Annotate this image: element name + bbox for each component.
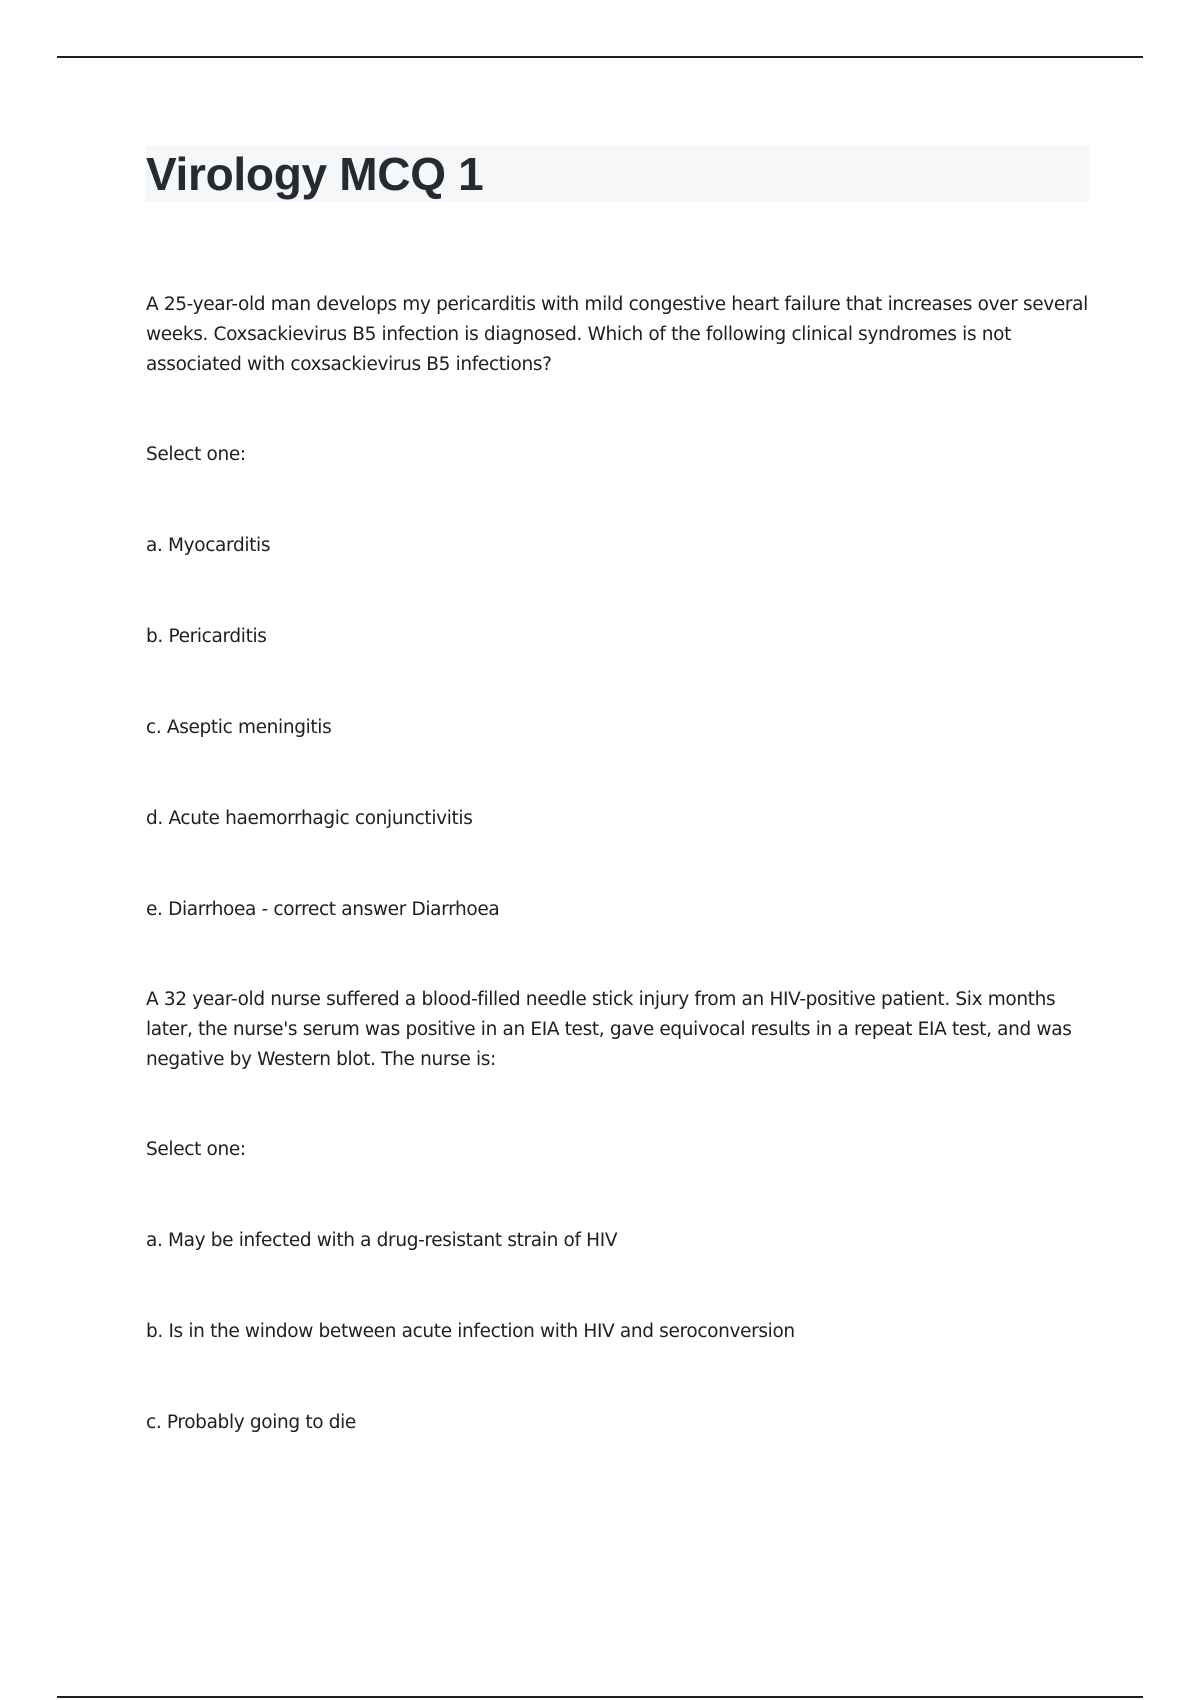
question-1-option-d: d. Acute haemorrhagic conjunctivitis [146, 808, 473, 829]
question-1-option-a: a. Myocarditis [146, 535, 271, 556]
question-1-stem: A 25-year-old man develops my pericarditis with mild congestive heart failure that increases over several weeks. Coxsackievirus B5 infection is diagnosed. Which of the following clinical syndromes is not associated with coxsackievirus B5 infections? [146, 294, 1088, 375]
question-2-option-b: b. Is in the window between acute infection with HIV and seroconversion [146, 1321, 795, 1342]
question-2-option-a: a. May be infected with a drug-resistant strain of HIV [146, 1230, 618, 1251]
question-2-prompt: Select one: [146, 1139, 246, 1160]
bottom-rule [57, 1696, 1143, 1698]
question-2-option-c: c. Probably going to die [146, 1412, 356, 1433]
question-1-option-c: c. Aseptic meningitis [146, 717, 332, 738]
question-2-stem: A 32 year-old nurse suffered a blood-filled needle stick injury from an HIV-positive patient. Six months later, the nurse's serum was positive in an EIA test, gave equivocal results in a repeat EIA test, and was negative by Western blot. The nurse is: [146, 989, 1072, 1070]
question-1-option-e: e. Diarrhoea - correct answer Diarrhoea [146, 899, 500, 920]
top-rule [57, 56, 1143, 58]
question-1-option-b: b. Pericarditis [146, 626, 267, 647]
document-title: Virology MCQ 1 [146, 148, 484, 200]
question-1-prompt: Select one: [146, 444, 246, 465]
